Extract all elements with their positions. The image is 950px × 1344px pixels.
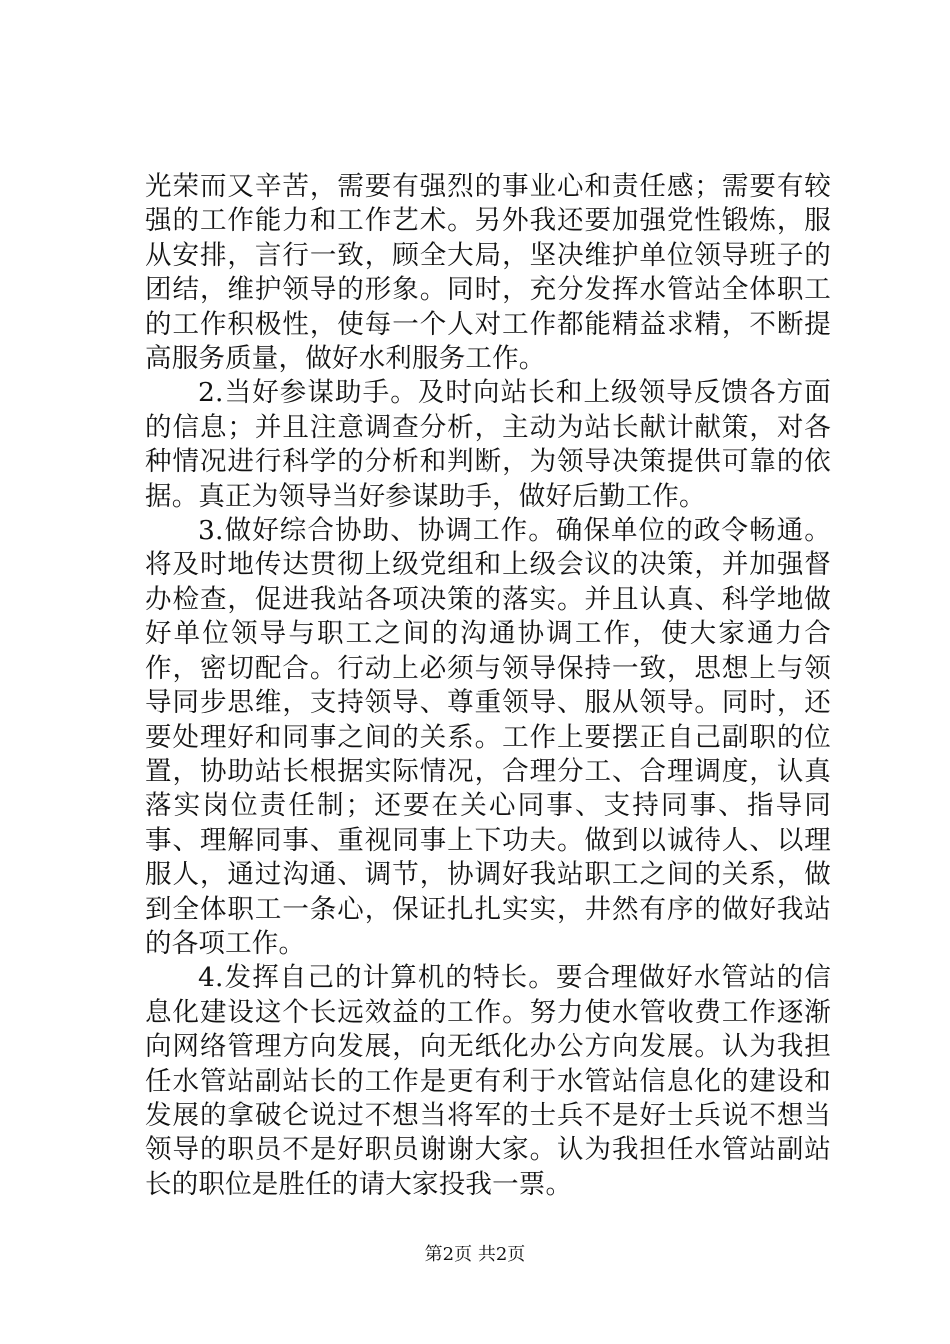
paragraph-item-4: 4.发挥自己的计算机的特长。要合理做好水管站的信息化建设这个长远效益的工作。努力使水管收费工作逐渐向网络管理方向发展，向无纸化办公方向发展。认为我担任水管站副站长的工作是更有利于水管站信息化的建设和发展的拿破仑说过不想当将军的士兵不是好士兵说不想当领导的职员不是好职员谢谢大家。认为我担任水管站副站长的职位是胜任的请大家投我一票。 xyxy=(145,962,831,1200)
paragraph-item-2: 2.当好参谋助手。及时向站长和上级领导反馈各方面的信息；并且注意调查分析，主动为站长献计献策，对各种情况进行科学的分析和判断，为领导决策提供可靠的依据。真正为领导当好参谋助手，做好后勤工作。 xyxy=(145,377,831,512)
document-body xyxy=(145,170,831,1202)
paragraph-continuation: 光荣而又辛苦，需要有强烈的事业心和责任感；需要有较强的工作能力和工作艺术。另外我还要加强党性锻炼，服从安排，言行一致，顾全大局，坚决维护单位领导班子的团结，维护领导的形象。同时，充分发挥水管站全体职工的工作积极性，使每一个人对工作都能精益求精，不断提高服务质量，做好水利服务工作。 xyxy=(145,171,831,375)
page-number: 第2页 共2页 xyxy=(424,1244,526,1265)
paragraph-item-3: 3.做好综合协助、协调工作。确保单位的政令畅通。将及时地传达贯彻上级党组和上级会议的决策，并加强督办检查，促进我站各项决策的落实。并且认真、科学地做好单位领导与职工之间的沟通协调工作，使大家通力合作，密切配合。行动上必须与领导保持一致，思想上与领导同步思维，支持领导、尊重领导、服从领导。同时，还要处理好和同事之间的关系。工作上要摆正自己副职的位置，协助站长根据实际情况，合理分工、合理调度，认真落实岗位责任制；还要在关心同事、支持同事、指导同事、理解同事、重视同事上下功夫。做到以诚待人、以理服人，通过沟通、调节，协调好我站职工之间的关系，做到全体职工一条心，保证扎扎实实，井然有序的做好我站的各项工作。 xyxy=(145,515,831,959)
page-footer xyxy=(0,1243,950,1267)
